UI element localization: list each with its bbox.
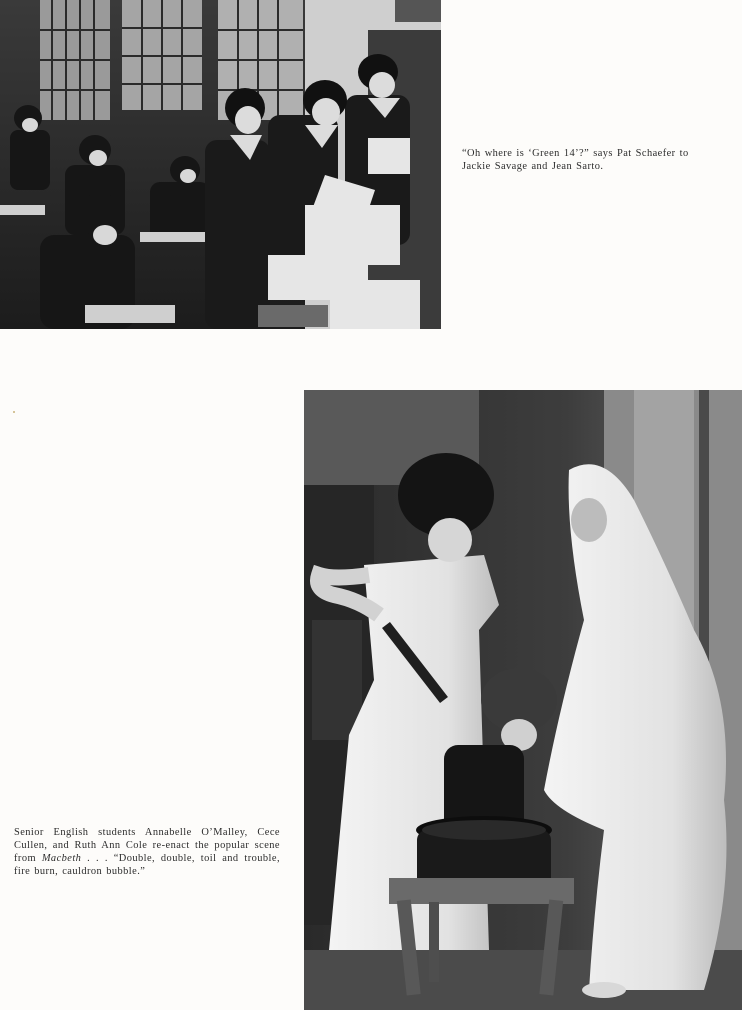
- macbeth-caption: [14, 826, 280, 878]
- macbeth-scene-drawing: [304, 390, 742, 1010]
- classroom-caption-line1: “Oh where is ‘Green 14’?” says Pat Schaefer to: [462, 148, 689, 159]
- classroom-caption: [462, 147, 720, 173]
- macbeth-title: Macbeth: [41, 853, 82, 864]
- macbeth-caption-part1: Senior English students Annabelle O’Malley, Cece Cullen, and Ruth Ann Cole re-enact the popular scene from: [14, 827, 280, 864]
- macbeth-caption-part2: . . . “Double, double, toil and trouble, fire burn, cauldron bubble.”: [14, 853, 280, 877]
- classroom-photo-drawing: [0, 0, 441, 329]
- print-speck: [13, 411, 15, 413]
- macbeth-scene-photo: [304, 390, 742, 1010]
- classroom-caption-line2: Jackie Savage and Jean Sarto.: [462, 161, 604, 172]
- classroom-photo: [0, 0, 441, 329]
